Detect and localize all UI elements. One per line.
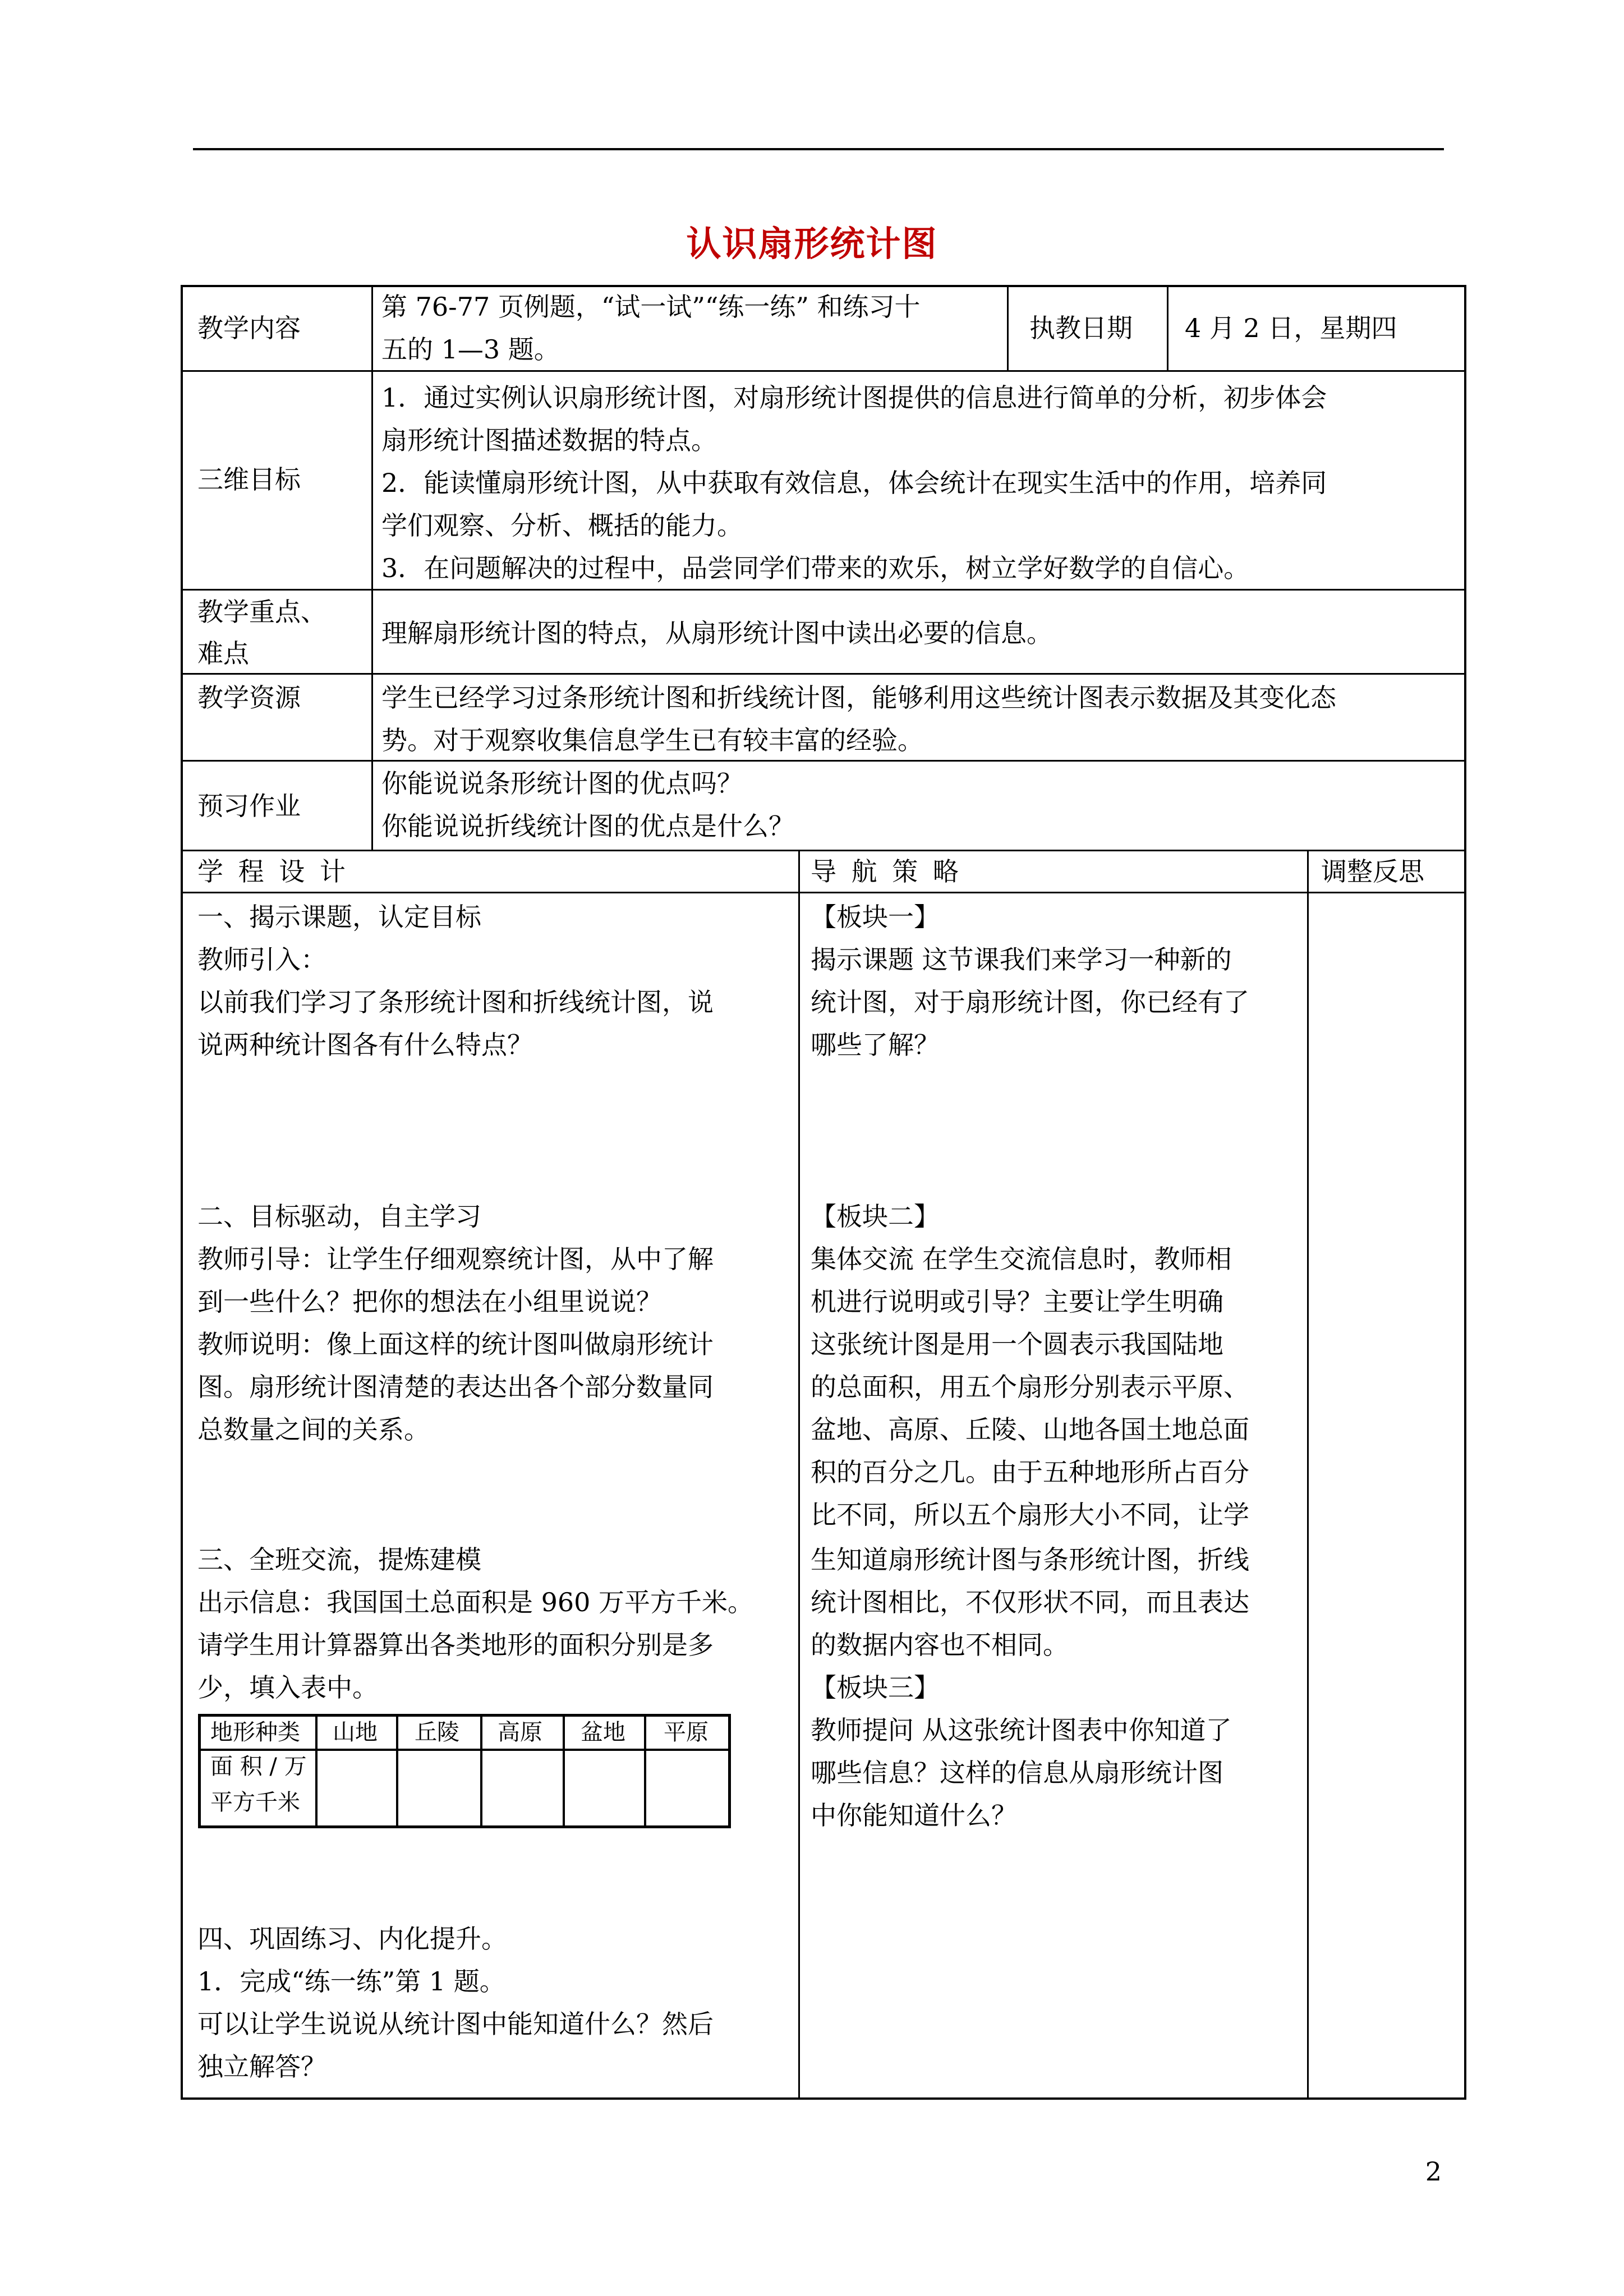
strategy-line: 积的百分之几。由于五种地形所占百分 xyxy=(811,1457,1249,1487)
col-process: 学 程 设 计 xyxy=(197,856,349,887)
process-line: 四、巩固练习、内化提升。 xyxy=(197,1924,507,1954)
strategy-line: 统计图相比，不仅形状不同，而且表达 xyxy=(811,1587,1249,1617)
process-line: 总数量之间的关系。 xyxy=(197,1414,430,1445)
terrain-row-label: 平方千米 xyxy=(210,1790,300,1815)
preview-line: 你能说说条形统计图的优点吗？ xyxy=(381,768,743,799)
goals-label: 三维目标 xyxy=(197,464,301,495)
process-line: 图。扇形统计图清楚的表达出各个部分数量同 xyxy=(197,1372,714,1402)
terrain-header-cell: 山地 xyxy=(333,1719,378,1745)
strategy-line: 生知道扇形统计图与条形统计图，折线 xyxy=(811,1545,1249,1575)
goals-line: 学们观察、分析、概括的能力。 xyxy=(381,510,743,541)
content-label: 教学内容 xyxy=(197,313,301,343)
process-line: 可以让学生说说从统计图中能知道什么？然后 xyxy=(197,2009,714,2039)
process-line: 出示信息：我国国土总面积是 960 万平方千米。 xyxy=(197,1587,754,1617)
strategy-line: 哪些信息？这样的信息从扇形统计图 xyxy=(811,1758,1223,1788)
goals-line: 3．在问题解决的过程中，品尝同学们带来的欢乐，树立学好数学的自信心。 xyxy=(381,553,1250,583)
strategy-line: 的数据内容也不相同。 xyxy=(811,1630,1069,1660)
strategy-line: 中你能知道什么？ xyxy=(811,1800,1017,1831)
strategy-line: 统计图，对于扇形统计图，你已经有了 xyxy=(811,987,1249,1017)
resources-line: 学生已经学习过条形统计图和折线统计图，能够利用这些统计图表示数据及其变化态 xyxy=(381,683,1336,713)
goals-line: 2．能读懂扇形统计图，从中获取有效信息，体会统计在现实生活中的作用，培养同 xyxy=(381,468,1327,498)
strategy-line: 盆地、高原、丘陵、山地各国土地总面 xyxy=(811,1414,1249,1445)
process-line: 独立解答？ xyxy=(197,2051,326,2082)
preview-label: 预习作业 xyxy=(197,791,301,821)
page-title: 认识扇形统计图 xyxy=(686,223,938,264)
process-line: 请学生用计算器算出各类地形的面积分别是多 xyxy=(197,1630,714,1660)
terrain-row-label: 面 积 / 万 xyxy=(210,1754,307,1779)
content-line-1: 第 76-77 页例题，“试一试”“练一练” 和练习十 xyxy=(381,292,921,322)
focus-label-line: 教学重点、 xyxy=(197,597,326,627)
process-line: 二、目标驱动，自主学习 xyxy=(197,1201,481,1232)
process-line: 到一些什么？把你的想法在小组里说说？ xyxy=(197,1287,662,1317)
preview-line: 你能说说折线统计图的优点是什么？ xyxy=(381,811,794,841)
terrain-header-cell: 平原 xyxy=(664,1719,709,1745)
terrain-header-cell: 盆地 xyxy=(581,1719,625,1745)
date-value: 4 月 2 日，星期四 xyxy=(1185,313,1397,343)
page-number: 2 xyxy=(1425,2156,1442,2187)
strategy-line: 【板块三】 xyxy=(811,1672,940,1703)
goals-line: 1．通过实例认识扇形统计图，对扇形统计图提供的信息进行简单的分析，初步体会 xyxy=(381,382,1327,413)
strategy-line: 哪些了解？ xyxy=(811,1030,940,1060)
process-line: 教师引入： xyxy=(197,944,326,975)
strategy-line: 揭示课题 这节课我们来学习一种新的 xyxy=(811,944,1232,975)
strategy-line: 机进行说明或引导？主要让学生明确 xyxy=(811,1287,1223,1317)
date-label: 执教日期 xyxy=(1029,313,1133,343)
process-line: 1．完成“练一练”第 1 题。 xyxy=(197,1966,505,1997)
resources-label: 教学资源 xyxy=(197,683,301,713)
process-line: 教师引导：让学生仔细观察统计图，从中了解 xyxy=(197,1244,714,1274)
col-reflection: 调整反思 xyxy=(1321,856,1424,887)
focus-text: 理解扇形统计图的特点，从扇形统计图中读出必要的信息。 xyxy=(381,618,1052,648)
strategy-line: 集体交流 在学生交流信息时，教师相 xyxy=(811,1244,1232,1274)
process-line: 一、揭示课题，认定目标 xyxy=(197,902,481,932)
process-line: 说两种统计图各有什么特点？ xyxy=(197,1030,533,1060)
process-line: 以前我们学习了条形统计图和折线统计图，说 xyxy=(197,987,714,1017)
strategy-line: 【板块一】 xyxy=(811,902,940,932)
process-line: 少，填入表中。 xyxy=(197,1672,378,1703)
resources-line: 势。对于观察收集信息学生已有较丰富的经验。 xyxy=(381,725,923,755)
strategy-line: 这张统计图是用一个圆表示我国陆地 xyxy=(811,1329,1223,1359)
terrain-header-cell: 丘陵 xyxy=(415,1719,459,1745)
strategy-line: 比不同，所以五个扇形大小不同，让学 xyxy=(811,1500,1249,1530)
content-line-2: 五的 1—3 题。 xyxy=(381,334,560,365)
header-rule xyxy=(193,148,1444,150)
terrain-header-cell: 地形种类 xyxy=(210,1719,300,1745)
col-strategy: 导 航 策 略 xyxy=(811,856,962,887)
strategy-line: 教师提问 从这张统计图表中你知道了 xyxy=(811,1715,1232,1745)
goals-line: 扇形统计图描述数据的特点。 xyxy=(381,425,717,455)
strategy-line: 【板块二】 xyxy=(811,1201,940,1232)
focus-label-line: 难点 xyxy=(197,638,249,668)
terrain-header-cell: 高原 xyxy=(498,1719,542,1745)
process-line: 三、全班交流，提炼建模 xyxy=(197,1545,481,1575)
terrain-table xyxy=(198,1714,731,1828)
strategy-line: 的总面积，用五个扇形分别表示平原、 xyxy=(811,1372,1249,1402)
process-line: 教师说明：像上面这样的统计图叫做扇形统计 xyxy=(197,1329,714,1359)
